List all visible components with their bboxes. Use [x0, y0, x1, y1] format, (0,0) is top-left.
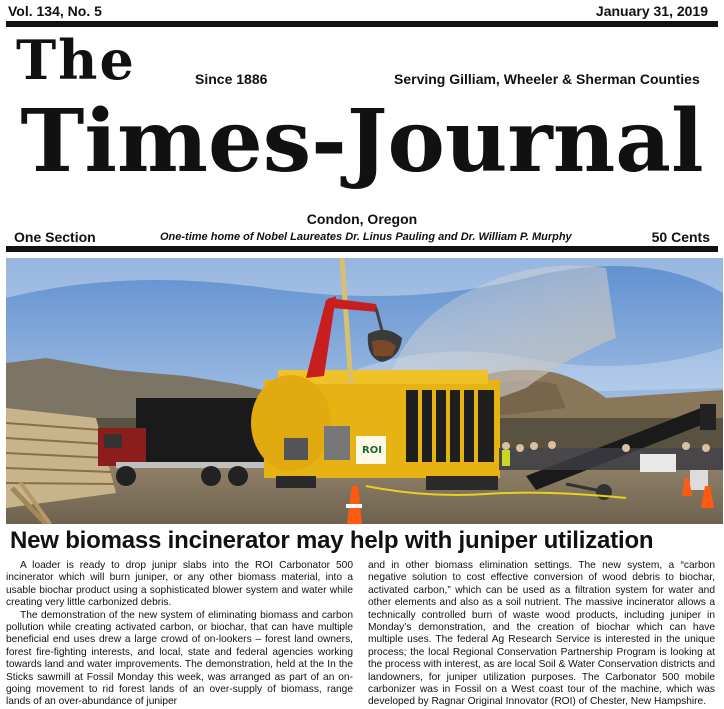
- section-count: One Section: [14, 229, 96, 245]
- location: Condon, Oregon: [306, 211, 418, 227]
- volume-number: Vol. 134, No. 5: [8, 3, 102, 19]
- machine-logo: ROI: [362, 445, 382, 456]
- masthead-title-the: The: [16, 28, 136, 92]
- article-body: [6, 560, 722, 708]
- article-paragraph: and in other biomass elimination settings. The new system, a “carbon negative solution to cost effective conversion of wood debris to biochar, activated carbon,” which can be used as a filtration system for water and other elements and also as a soil nutrient. The massive incinerator allows a technically controlled burn of waste wood products, including juniper in Monday’s demonstration, and the creation of biochar which can have multiple uses. The federal Ag Research Service is interested in the unique process; the local Regional Conservation Partnership Program is looking at the process with interest, as are local Soil & Water Conservation districts and landowners, for juniper utilization purposes. The Carbonator 500 mobile carbonizer was in Fossil on a West coast tour of the machine, which was developed by Ragnar Original Innovator (ROI) of Chester, New Hampshire.: [368, 560, 715, 708]
- masthead-top-rule: [6, 21, 718, 27]
- issue-date: January 31, 2019: [595, 3, 708, 19]
- tagline: One-time home of Nobel Laureates Dr. Linus Pauling and Dr. William P. Murphy: [160, 231, 572, 243]
- article-column-1: [6, 560, 353, 708]
- masthead-title: Times-Journal: [20, 91, 704, 192]
- article-paragraph: The demonstration of the new system of eliminating biomass and carbon pollution while creating activated carbon, or biochar, that can have multiple beneficial end uses drew a large crowd of on-lookers – forest land owners, forest fire-fighting interests, and local, state and federal agencies working towards land and water improvements. The demonstration, held at the In the Sticks sawmill at Fossil Monday this week, was arranged as part of an on-going movement to rid forest lands of an over-supply of biomass, range lands of an over-abundance of juniper: [6, 609, 353, 708]
- masthead-top-line: [6, 2, 718, 20]
- article-headline: New biomass incinerator may help with juniper utilization: [10, 527, 654, 554]
- carbonator-machine: [251, 370, 500, 490]
- lead-photo: [6, 258, 723, 524]
- article-paragraph: A loader is ready to drop junipr slabs into the ROI Carbonator 500 incinerator which will burn juniper, or any other biomass material, into a usable biochar product using a sophisticated blower system and water while creating very little carbonized debris.: [6, 560, 353, 609]
- serving-counties: Serving Gilliam, Wheeler & Sherman Counties: [394, 71, 700, 87]
- since-year: Since 1886: [195, 71, 268, 87]
- price: 50 Cents: [651, 229, 710, 245]
- article-column-2: [368, 560, 715, 708]
- masthead-bottom-rule: [6, 246, 718, 252]
